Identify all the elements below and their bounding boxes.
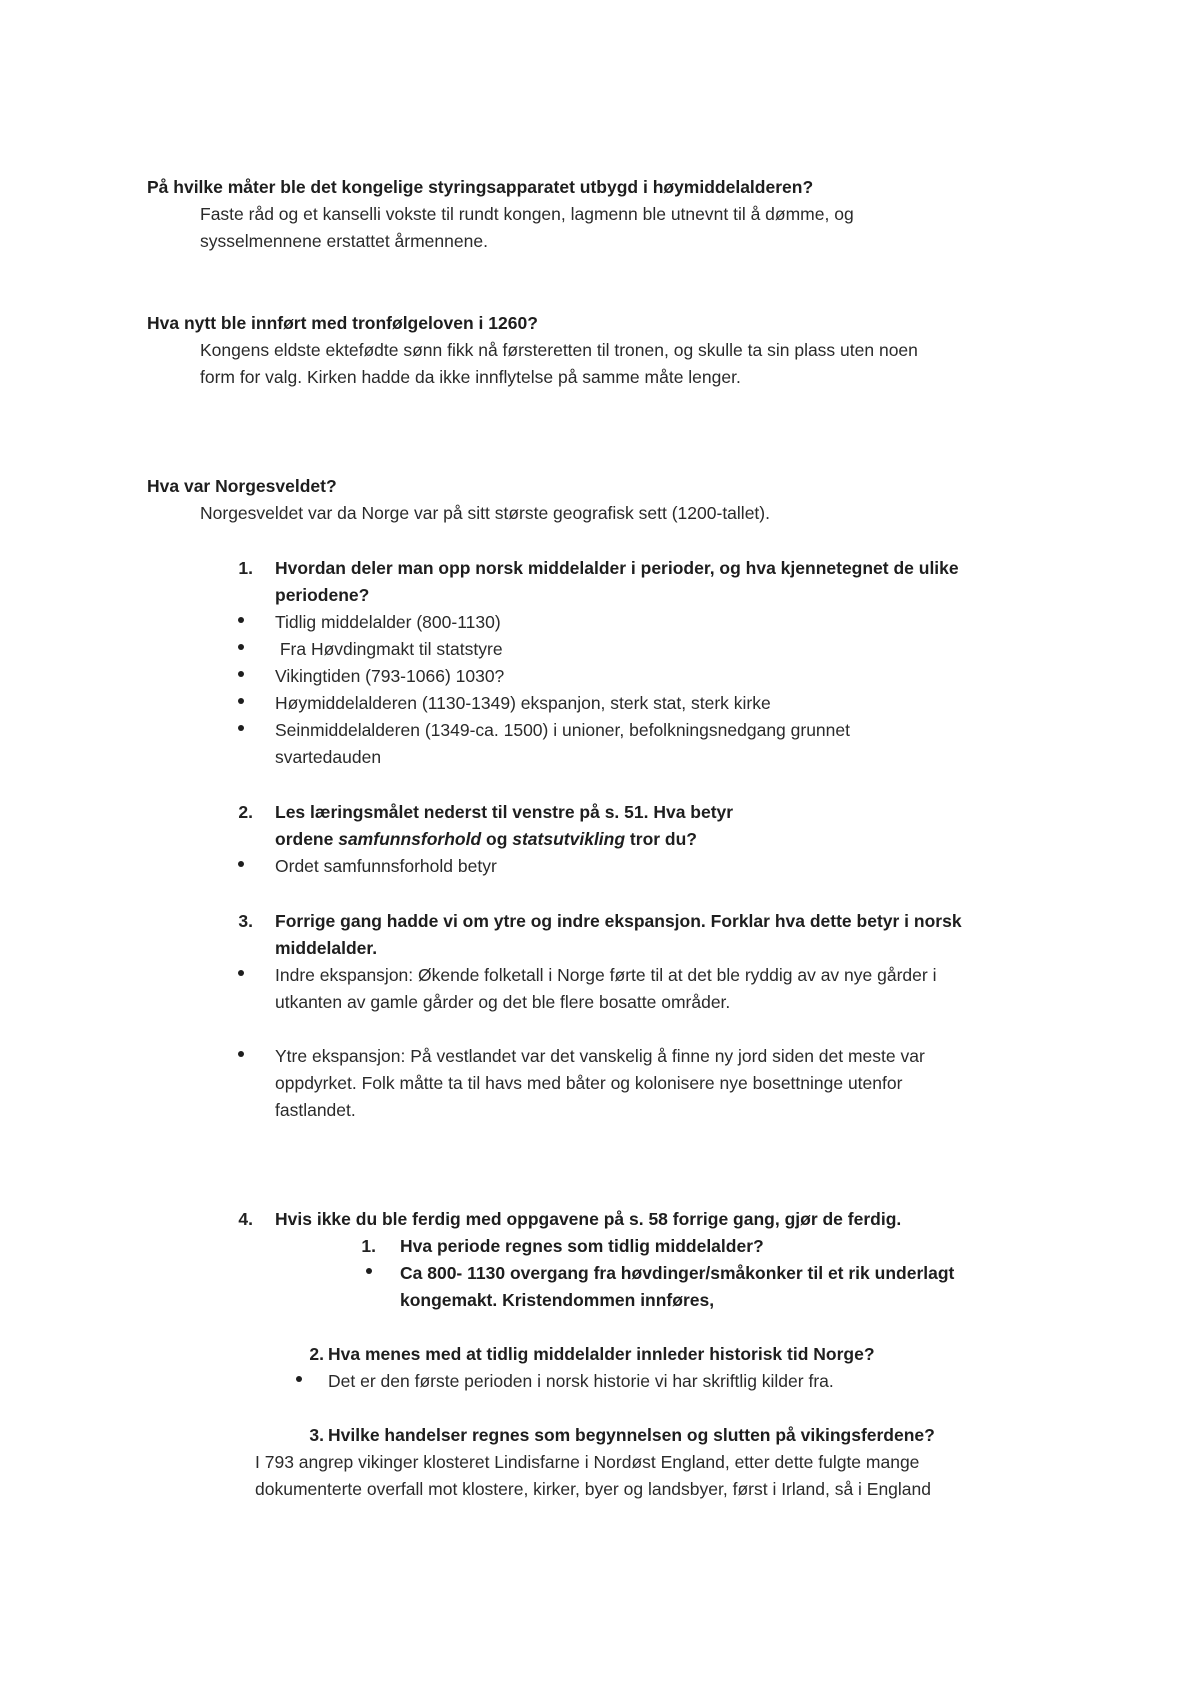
list-question	[275, 826, 697, 853]
bullet-icon	[238, 970, 244, 976]
bullet-text: oppdyrket. Folk måtte ta til havs med båter og kolonisere nye bosettninge utenfor	[275, 1073, 903, 1093]
answer-text: sysselmennene erstattet årmennene.	[200, 231, 488, 251]
bullet-text: Høymiddelalderen (1130-1349) ekspanjon, sterk stat, sterk kirke	[275, 693, 771, 713]
sublist-number: 3.	[309, 1425, 324, 1445]
bullet-text: Ca 800- 1130 overgang fra høvdinger/småkonker til et rik underlagt	[400, 1263, 955, 1283]
list-number: 1.	[238, 558, 253, 578]
question-text: og	[481, 829, 513, 849]
bullet-text: Indre ekspansjon: Økende folketall i Norge førte til at det ble ryddig av av nye gårder i	[275, 965, 937, 985]
question-text: ordene	[275, 829, 339, 849]
bullet-text: Fra Høvdingmakt til statstyre	[275, 639, 503, 659]
list-question: middelalder.	[275, 938, 378, 958]
bullet-text: Vikingtiden (793-1066) 1030?	[275, 666, 505, 686]
list-question: Hvordan deler man opp norsk middelalder i perioder, og hva kjennetegnet de ulike	[275, 558, 959, 578]
sublist-number: 1.	[361, 1236, 376, 1256]
bullet-text: fastlandet.	[275, 1100, 356, 1120]
answer-text: Norgesveldet var da Norge var på sitt største geografisk sett (1200-tallet).	[200, 503, 770, 523]
emphasis-term: samfunnsforhold	[338, 829, 482, 849]
bullet-text: svartedauden	[275, 747, 382, 767]
bullet-text: Ytre ekspansjon: På vestlandet var det vanskelig å finne ny jord siden det meste var	[275, 1046, 925, 1066]
sublist-question: Hvilke handelser regnes som begynnelsen og slutten på vikingsferdene?	[328, 1425, 935, 1445]
question-heading: Hva nytt ble innført med tronfølgeloven i 1260?	[147, 313, 538, 333]
bullet-text: utkanten av gamle gårder og det ble flere bosatte områder.	[275, 992, 731, 1012]
answer-text: form for valg. Kirken hadde da ikke innflytelse på samme måte lenger.	[200, 367, 741, 387]
sublist-number: 2.	[309, 1344, 324, 1364]
bullet-icon	[238, 671, 244, 677]
emphasis-term: statsutvikling	[512, 829, 626, 849]
list-question: Forrige gang hadde vi om ytre og indre ekspansjon. Forklar hva dette betyr i norsk	[275, 911, 962, 931]
question-text: tror du?	[625, 829, 697, 849]
answer-text: dokumenterte overfall mot klostere, kirker, byer og landsbyer, først i Irland, så i England	[255, 1479, 932, 1499]
list-number: 3.	[238, 911, 253, 931]
sublist-question: Hva menes med at tidlig middelalder innleder historisk tid Norge?	[328, 1344, 875, 1364]
bullet-icon	[238, 644, 244, 650]
question-heading: Hva var Norgesveldet?	[147, 476, 337, 496]
bullet-text: Seinmiddelalderen (1349-ca. 1500) i unioner, befolkningsnedgang grunnet	[275, 720, 850, 740]
question-heading: På hvilke måter ble det kongelige styringsapparatet utbygd i høymiddelalderen?	[147, 177, 814, 197]
list-question: Hvis ikke du ble ferdig med oppgavene på s. 58 forrige gang, gjør de ferdig.	[275, 1209, 902, 1229]
bullet-text: kongemakt. Kristendommen innføres,	[400, 1290, 715, 1310]
list-number: 2.	[238, 802, 253, 822]
bullet-icon	[238, 1051, 244, 1057]
answer-text: Faste råd og et kanselli vokste til rundt kongen, lagmenn ble utnevnt til å dømme, og	[200, 204, 854, 224]
answer-text: Kongens eldste ektefødte sønn fikk nå førsteretten til tronen, og skulle ta sin plass uten noen	[200, 340, 918, 360]
list-number: 4.	[238, 1209, 253, 1229]
list-question: periodene?	[275, 585, 370, 605]
answer-text: I 793 angrep vikinger klosteret Lindisfarne i Nordøst England, etter dette fulgte mange	[255, 1452, 920, 1472]
bullet-text: Det er den første perioden i norsk historie vi har skriftlig kilder fra.	[328, 1371, 834, 1391]
bullet-icon	[238, 698, 244, 704]
bullet-icon	[296, 1376, 302, 1382]
list-question: Les læringsmålet nederst til venstre på s. 51. Hva betyr	[275, 802, 734, 822]
bullet-text: Ordet samfunnsforhold betyr	[275, 856, 497, 876]
bullet-icon	[366, 1268, 372, 1274]
bullet-text: Tidlig middelalder (800-1130)	[275, 612, 501, 632]
bullet-icon	[238, 861, 244, 867]
sublist-question: Hva periode regnes som tidlig middelalder?	[400, 1236, 764, 1256]
bullet-icon	[238, 725, 244, 731]
bullet-icon	[238, 617, 244, 623]
